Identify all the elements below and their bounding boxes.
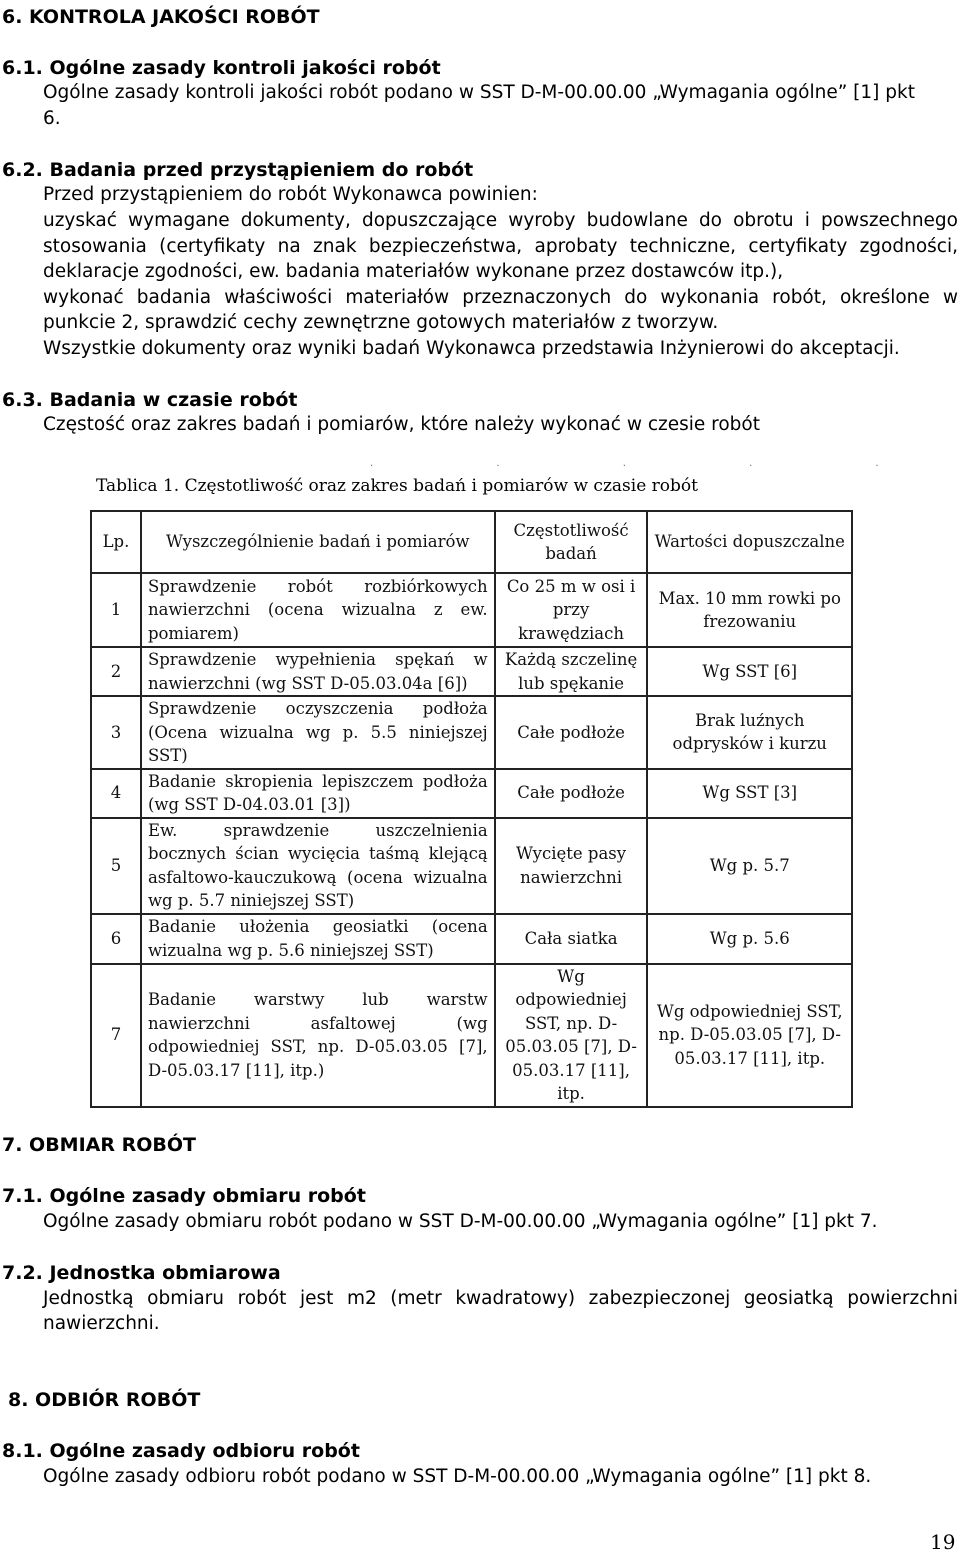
header-freq: Częstotliwość badań [495,511,648,573]
section-7-1-title: 7.1. Ogólne zasady obmiaru robót [2,1185,366,1207]
section-6-1-text-line1: Ogólne zasady kontroli jakości robót podano w SST D-M-00.00.00 „Wymagania ogólne” [1] pkt [43,82,915,103]
section-6-2-line: stosowania (certyfikaty na znak bezpieczeństwa, aprobaty techniczne, certyfikaty zgodności, [43,236,958,257]
cell-lp: 1 [91,573,141,647]
cell-lp: 7 [91,964,141,1107]
section-8-1-text: Ogólne zasady odbioru robót podano w SST D-M-00.00.00 „Wymagania ogólne” [1] pkt 8. [43,1466,872,1487]
cell-freq: Całe podłoże [495,769,648,818]
table-header-row [91,511,852,573]
table-row [91,769,852,818]
table-row [91,914,852,964]
section-6-2-title: 6.2. Badania przed przystąpieniem do robót [2,159,474,181]
header-desc: Wyszczególnienie badań i pomiarów [141,511,495,573]
section-6-2-line: Wszystkie dokumenty oraz wyniki badań Wykonawca przedstawia Inżynierowi do akceptacji. [43,338,900,359]
cell-freq: Każdą szczelinę lub spękanie [495,647,648,696]
section-7-2-text-line2: nawierzchni. [43,1313,160,1334]
section-6-2-line: deklaracje zgodności, ew. badania materiałów wykonane przez dostawców itp.), [43,261,784,282]
cell-desc: Sprawdzenie oczyszczenia podłoża (Ocena wizualna wg p. 5.5 niniejszej SST) [141,696,495,769]
section-6-title: 6. KONTROLA JAKOŚCI ROBÓT [2,6,320,28]
section-7-title: 7. OBMIAR ROBÓT [2,1134,196,1156]
cell-desc: Ew. sprawdzenie uszczelnienia bocznych ścian wycięcia taśmą klejącą asfaltowo-kauczukową (ocena wizualna wg p. 5.7 niniejszej SST) [141,818,495,914]
section-6-3-text: Częstość oraz zakres badań i pomiarów, które należy wykonać w czesie robót [43,414,760,435]
section-6-3-title: 6.3. Badania w czasie robót [2,389,298,411]
section-6-2-line: Przed przystąpieniem do robót Wykonawca powinien: [43,184,538,205]
cell-val: Max. 10 mm rowki po frezowaniu [647,573,852,647]
cell-desc: Badanie warstwy lub warstw nawierzchni asfaltowej (wg odpowiedniej SST, np. D-05.03.05 [7], D-05.03.17 [11], itp.) [141,964,495,1107]
section-6-2-line: punkcie 2, sprawdzić cechy zewnętrzne gotowych materiałów z tworzyw. [43,312,719,333]
cell-desc: Sprawdzenie wypełnienia spękań w nawierzchni (wg SST D-05.03.04a [6]) [141,647,495,696]
section-6-2-line: wykonać badania właściwości materiałów przeznaczonych do wykonania robót, określone w [43,287,958,308]
section-7-2-text-line1: Jednostką obmiaru robót jest m2 (metr kwadratowy) zabezpieczonej geosiatką powierzchni [43,1288,958,1309]
cell-lp: 4 [91,769,141,818]
cell-desc: Sprawdzenie robót rozbiórkowych nawierzchni (ocena wizualna z ew. pomiarem) [141,573,495,647]
table-caption: Tablica 1. Częstotliwość oraz zakres badań i pomiarów w czasie robót [96,476,698,496]
table-row [91,964,852,1107]
section-6-1-title: 6.1. Ogólne zasady kontroli jakości robót [2,57,441,79]
table-row [91,573,852,647]
cell-freq: Cała siatka [495,914,648,964]
cell-freq: Wycięte pasy nawierzchni [495,818,648,914]
section-7-2-title: 7.2. Jednostka obmiarowa [2,1262,281,1284]
header-val: Wartości dopuszczalne [647,511,852,573]
cell-lp: 6 [91,914,141,964]
table-row [91,818,852,914]
cell-val: Brak luźnych odprysków i kurzu [647,696,852,769]
cell-desc: Badanie ułożenia geosiatki (ocena wizualna wg p. 5.6 niniejszej SST) [141,914,495,964]
cell-val: Wg SST [6] [647,647,852,696]
header-lp: Lp. [91,511,141,573]
cell-freq: Całe podłoże [495,696,648,769]
cell-val: Wg p. 5.7 [647,818,852,914]
cell-freq: Wg odpowiedniej SST, np. D-05.03.05 [7], D-05.03.17 [11], itp. [495,964,648,1107]
section-6-2-line: uzyskać wymagane dokumenty, dopuszczające wyroby budowlane do obrotu i powszechnego [43,210,958,231]
section-6-1-text-line2: 6. [43,108,61,129]
cell-lp: 3 [91,696,141,769]
scan-artifact: · · · · · [370,461,939,472]
table-row [91,696,852,769]
cell-desc: Badanie skropienia lepiszczem podłoża (wg SST D-04.03.01 [3]) [141,769,495,818]
cell-val: Wg p. 5.6 [647,914,852,964]
quality-control-table [90,510,853,1108]
page-number: 19 [930,1530,956,1554]
section-8-1-title: 8.1. Ogólne zasady odbioru robót [2,1440,360,1462]
cell-freq: Co 25 m w osi i przy krawędziach [495,573,648,647]
cell-val: Wg odpowiedniej SST, np. D-05.03.05 [7], D-05.03.17 [11], itp. [647,964,852,1107]
cell-lp: 2 [91,647,141,696]
table-row [91,647,852,696]
section-7-1-text: Ogólne zasady obmiaru robót podano w SST D-M-00.00.00 „Wymagania ogólne” [1] pkt 7. [43,1211,878,1232]
cell-val: Wg SST [3] [647,769,852,818]
cell-lp: 5 [91,818,141,914]
section-8-title: 8. ODBIÓR ROBÓT [8,1389,201,1411]
